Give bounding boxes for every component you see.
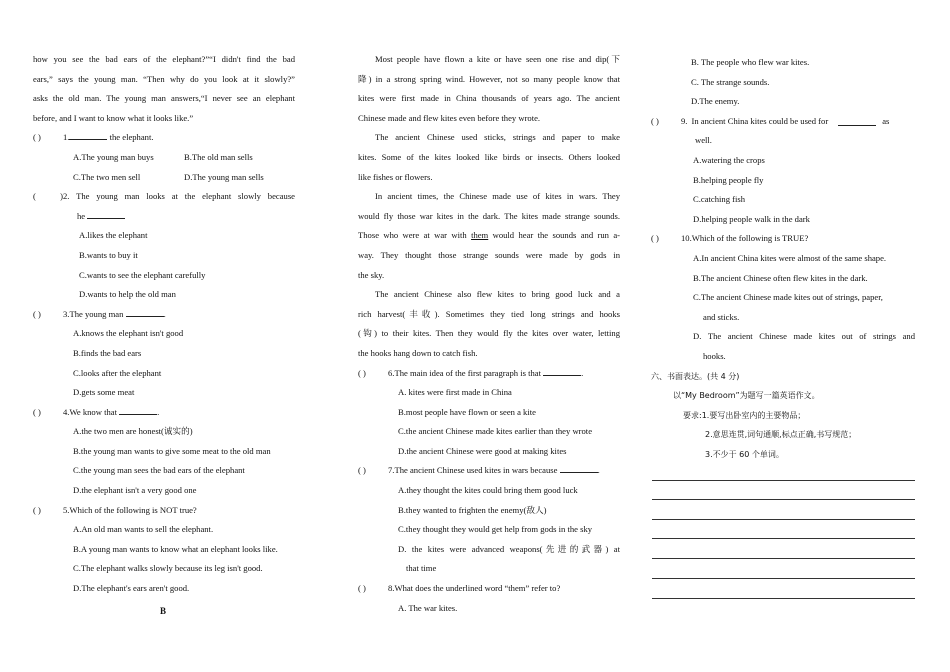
question-4 (33, 403, 295, 423)
writing-requirement (651, 406, 915, 426)
writing-line[interactable] (652, 538, 915, 539)
option-c: C.The ancient Chinese made kites out of strings, paper, (693, 292, 883, 303)
question-stem: the elephant. (107, 132, 154, 143)
option-b: B.the young man wants to give some meat to the old man (73, 445, 271, 456)
question-number: 7. (388, 465, 395, 476)
question-continuation (33, 207, 295, 227)
option-row (33, 148, 295, 168)
writing-line[interactable] (652, 558, 915, 559)
answer-paren[interactable]: ( ) (33, 504, 41, 515)
passage-line: (钩) to their kites. Then they would fly the kites over water, letting (358, 328, 620, 339)
column-left (33, 50, 295, 599)
writing-requirement: 3.不少于 60 个单词。 (705, 449, 784, 459)
option-a: A.likes the elephant (79, 230, 148, 241)
option-b: B.wants to buy it (79, 249, 138, 260)
question-number: 1. (63, 132, 70, 143)
answer-blank[interactable] (543, 367, 584, 378)
option-continuation: that time (406, 563, 437, 574)
answer-paren[interactable]: ( ) (358, 583, 366, 594)
option-c: C.the ancient Chinese made kites earlier than they wrote (398, 426, 593, 437)
question-end: . (163, 308, 166, 319)
passage-line: like fishes or flowers. (358, 171, 433, 182)
question-8 (358, 579, 620, 599)
passage-line: way. They thought those strange sounds were made by gods in (358, 249, 620, 260)
underlined-word: them (471, 230, 489, 241)
passage-line: ears,” says the young man. “Then why do you look at it slowly?” (33, 73, 295, 84)
writing-requirement: 2.意思连贯,词句通顺,标点正确,书写规范； (705, 430, 857, 440)
passage-line: the sky. (358, 269, 385, 280)
option-a: A. The war kites. (398, 602, 458, 613)
option-a: A.knows the elephant isn't good (73, 328, 184, 339)
question-end: . (157, 406, 160, 417)
option-b: B.A young man wants to know what an elephant looks like. (73, 543, 278, 554)
option-b: B. The people who flew war kites. (691, 57, 810, 67)
option-c: C.wants to see the elephant carefully (79, 269, 206, 280)
answer-paren[interactable]: ( ) (651, 233, 659, 244)
requirements-label: 要求: (683, 410, 702, 420)
page-marker: B (160, 606, 167, 616)
passage-line: kites. Some of the kites looked like birds or insects. Others looked (358, 151, 620, 162)
option-b: B.The old man sells (184, 151, 253, 162)
answer-blank[interactable] (87, 210, 125, 219)
question-end: as (882, 115, 890, 126)
question-3 (33, 305, 295, 325)
option-c: C.looks after the elephant (73, 367, 162, 378)
passage-line: would fly those war kites in the dark. The kites made strange sounds. (358, 210, 620, 221)
option-b: B.most people have flown or seen a kite (398, 406, 536, 417)
answer-blank[interactable] (838, 117, 876, 126)
option-c: C.The elephant walks slowly because its leg isn't good. (73, 563, 263, 574)
answer-paren[interactable]: ( ) (651, 115, 659, 126)
question-number: 3. (63, 308, 70, 319)
option-a: A. kites were first made in China (398, 387, 512, 398)
question-stem: Which of the following is TRUE? (691, 233, 809, 244)
writing-line[interactable] (652, 519, 915, 520)
option-b: B.The ancient Chinese often flew kites in the dark. (693, 272, 868, 283)
question-stem: The young man looks at the elephant slowly because (76, 191, 295, 202)
question-continuation: well. (695, 135, 712, 146)
option-d: D.gets some meat (73, 387, 135, 398)
question-2 (33, 187, 295, 207)
question-number: 4. (63, 406, 70, 417)
section-title: 六、书面表达。(共 4 分) (651, 371, 740, 381)
question-6 (358, 364, 620, 384)
passage-line: 降) in a strong spring wind. However, not so many people know that (358, 73, 620, 84)
question-end: . (581, 367, 584, 378)
option-a: A.An old man wants to sell the elephant. (73, 524, 214, 535)
answer-paren[interactable]: ( ) (33, 191, 63, 202)
option-d: D.wants to help the old man (79, 289, 176, 300)
question-7 (358, 461, 620, 481)
question-number: 8. (388, 583, 395, 594)
passage-line: Chinese made and flew kites even before they wrote. (358, 112, 541, 123)
answer-blank[interactable] (119, 406, 160, 417)
passage-line: how you see the bad ears of the elephant?”“I didn't find the bad (33, 54, 295, 64)
option-continuation: hooks. (703, 350, 726, 361)
passage-line: before, and I want to know what it looks like.” (33, 112, 194, 123)
option-b: B.finds the bad ears (73, 347, 142, 358)
option-d: D.The enemy. (691, 96, 740, 107)
option-b: B.helping people fly (693, 174, 764, 185)
question-stem: The main idea of the first paragraph is that (394, 367, 541, 378)
question-stem: Which of the following is NOT true? (69, 504, 197, 515)
option-d: D.The young man sells (184, 171, 264, 182)
passage-line: Most people have flown a kite or have seen one rise and dip(下 (375, 54, 620, 64)
option-d: D.the ancient Chinese were good at making kites (398, 445, 567, 456)
continuation-text: he (77, 210, 86, 221)
question-9 (651, 112, 915, 132)
question-number: 2. (63, 191, 70, 202)
question-number: 6. (388, 367, 395, 378)
question-stem: The ancient Chinese used kites in wars because (394, 465, 558, 476)
answer-blank[interactable] (126, 308, 164, 317)
option-b: B.they wanted to frighten the enemy(敌人) (398, 504, 547, 515)
column-right (651, 53, 915, 464)
question-1 (33, 128, 295, 148)
writing-line[interactable] (652, 578, 915, 579)
question-number: 10. (681, 233, 692, 244)
requirement-item: 1.要写出卧室内的主要物品； (701, 410, 806, 420)
question-number: 5. (63, 504, 70, 515)
option-d: D.helping people walk in the dark (693, 213, 810, 224)
option-c: C. The strange sounds. (691, 76, 770, 87)
question-number: 9. (681, 115, 688, 126)
option-d: D. The ancient Chinese made kites out of strings and (693, 331, 915, 342)
question-stem: The young man (69, 308, 124, 319)
passage-line: rich harvest(丰收). Sometimes they tied long strings and hooks (358, 308, 620, 319)
option-c: C.they thought they would get help from gods in the sky (398, 524, 593, 535)
writing-line[interactable] (652, 598, 915, 599)
passage-line: The ancient Chinese used sticks, strings and paper to make (375, 132, 620, 143)
passage-line: asks the old man. The young man answers,“I never see an elephant (33, 93, 295, 104)
answer-paren[interactable]: ( ) (358, 465, 366, 476)
writing-line[interactable] (652, 499, 915, 500)
option-a: A.In ancient China kites were almost of the same shape. (693, 252, 887, 263)
passage-line-underlined: Those who were at war with them would hear the sounds and run a- (358, 230, 620, 241)
question-stem: What does the underlined word “them” refer to? (394, 583, 561, 594)
writing-line[interactable] (652, 480, 915, 481)
answer-blank[interactable] (560, 464, 600, 476)
question-end: . (597, 465, 600, 476)
option-c: C.the young man sees the bad ears of the elephant (73, 465, 245, 476)
passage-line: kites were first made in China thousands of years ago. The ancient (358, 93, 620, 104)
question-stem: We know that (69, 406, 117, 417)
option-a: A.the two men are honest(诚实的) (73, 426, 193, 437)
answer-paren[interactable]: ( ) (358, 367, 366, 378)
question-stem: In ancient China kites could be used for (691, 115, 829, 126)
option-continuation: and sticks. (703, 311, 740, 322)
answer-blank[interactable] (69, 131, 107, 140)
passage-line: In ancient times, the Chinese made use of kites in wars. They (375, 191, 620, 202)
writing-prompt: 以“My Bedroom”为题写一篇英语作文。 (673, 391, 820, 401)
option-c: C.catching fish (693, 194, 746, 205)
option-a: A.they thought the kites could bring them good luck (398, 485, 578, 496)
question-10 (651, 229, 915, 249)
option-row (33, 168, 295, 188)
passage-line: The ancient Chinese also flew kites to bring good luck and a (375, 289, 620, 300)
answer-paren[interactable]: ( ) (33, 406, 41, 417)
passage-line: the hooks hang down to catch fish. (358, 347, 478, 358)
answer-paren[interactable]: ( ) (33, 132, 41, 143)
option-d: D. the kites were advanced weapons(先进的武器) at (398, 543, 620, 554)
answer-paren[interactable]: ( ) (33, 308, 41, 319)
option-a: A.watering the crops (693, 154, 765, 165)
option-a: A.The young man buys (73, 151, 154, 162)
question-5 (33, 501, 295, 521)
option-d: D.the elephant isn't a very good one (73, 485, 197, 496)
option-d: D.The elephant's ears aren't good. (73, 583, 190, 594)
column-middle (358, 50, 620, 618)
option-c: C.The two men sell (73, 171, 141, 182)
